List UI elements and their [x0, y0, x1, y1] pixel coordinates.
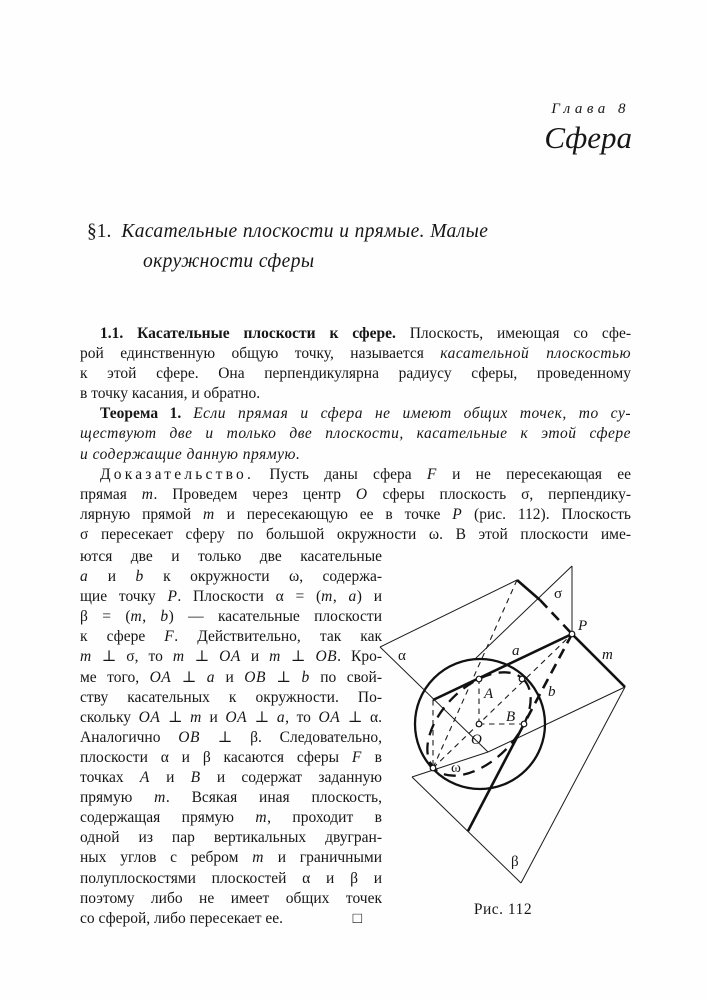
text-line	[80, 848, 382, 868]
text-segment: к сфере	[80, 628, 165, 646]
text-segment: , то	[285, 708, 319, 726]
text-segment: ме того,	[80, 668, 150, 686]
text-segment: ществуют две и только две плоскости, касательные к этой сфере	[80, 425, 631, 443]
text-segment: b	[301, 668, 310, 686]
text-line	[80, 384, 631, 404]
text-segment: прямая	[80, 485, 142, 503]
text-line	[80, 647, 382, 667]
text-segment: ются две и только две касательные	[80, 548, 382, 565]
text-segment: и содержащие данную прямую.	[80, 445, 301, 463]
text-segment: поэтому либо не имеет общих точек	[80, 889, 382, 907]
text-segment: B	[190, 769, 201, 787]
text-segment: в	[361, 748, 382, 766]
label-O: O	[471, 732, 482, 748]
text-segment: ству касательных к окружности. По-	[80, 688, 382, 706]
text-segment: ных углов с ребром	[80, 849, 253, 867]
text-line	[80, 828, 382, 848]
body-text-wide-column	[80, 324, 631, 545]
text-line	[80, 748, 382, 768]
label-A: A	[484, 686, 494, 702]
text-line	[80, 768, 382, 788]
text-segment: m	[190, 708, 202, 726]
figure-labels	[398, 586, 613, 870]
text-segment: m	[321, 588, 333, 606]
text-segment: m	[255, 809, 268, 827]
text-segment: ) — касательные плоскости	[168, 608, 382, 626]
label-a: a	[512, 643, 520, 659]
text-line	[80, 869, 382, 889]
text-segment: и	[215, 668, 245, 686]
text-segment: и	[201, 708, 226, 726]
text-line	[80, 668, 382, 688]
point-omega-far	[430, 765, 436, 771]
text-segment: OA	[149, 668, 172, 686]
text-line	[80, 445, 631, 465]
label-B: B	[506, 709, 516, 725]
text-segment: по свой-	[309, 668, 383, 686]
text-segment: ⊥	[171, 668, 207, 686]
text-segment: . Действительно, так как	[174, 628, 382, 646]
text-segment: P	[167, 588, 178, 606]
text-segment: 1.1. Касательные плоскости к сфере.	[100, 325, 396, 342]
text-segment: m	[80, 648, 92, 666]
text-segment: лярную прямой	[80, 505, 204, 523]
label-b: b	[548, 684, 556, 700]
text-line	[80, 324, 631, 344]
text-segment: рой единственную общую точку, называется	[80, 345, 441, 363]
text-segment: b	[160, 608, 169, 626]
text-segment: OB	[315, 648, 338, 666]
text-segment: ⊥	[160, 708, 191, 726]
text-line	[80, 505, 631, 525]
text-segment: ⊥ σ, то	[91, 648, 173, 666]
text-line	[80, 607, 382, 627]
text-segment: со сферой, либо пересекает ее.	[80, 909, 284, 927]
text-line	[80, 708, 382, 728]
text-line	[80, 688, 382, 708]
text-segment: F	[351, 748, 362, 766]
point-O	[476, 721, 482, 727]
text-segment: плоскости α и β касаются сферы	[80, 748, 352, 766]
text-line	[80, 547, 382, 567]
point-B	[521, 721, 527, 727]
section-number: §1.	[87, 221, 112, 242]
text-segment: . Кро-	[337, 648, 382, 666]
text-line	[80, 889, 382, 909]
text-segment: b	[135, 568, 144, 586]
label-P: P	[578, 618, 588, 634]
text-segment: m	[154, 789, 166, 807]
text-segment: содержащая прямую	[80, 809, 256, 827]
text-line	[80, 728, 382, 748]
label-beta: β	[511, 854, 519, 870]
label-m: m	[602, 647, 613, 663]
text-segment: m	[130, 608, 143, 626]
text-segment: m	[252, 849, 264, 867]
chapter-label: Глава 8	[551, 101, 630, 117]
text-segment: одной из пар вертикальных двугран-	[80, 829, 382, 847]
text-segment: ⊥ α.	[340, 708, 383, 726]
text-segment: Плоскость, имеющая со сфе-	[395, 325, 631, 342]
text-segment: касательной плоскостью	[440, 345, 632, 363]
text-segment: a	[348, 588, 357, 606]
text-segment: OB	[244, 668, 266, 686]
point-A	[476, 676, 482, 682]
text-segment: . Всякая иная плоскость,	[165, 789, 383, 807]
text-segment: ) и	[356, 588, 383, 606]
text-line	[80, 424, 631, 444]
section-heading-line2: окружности сферы	[143, 251, 315, 272]
figure-112	[372, 556, 672, 896]
text-segment: Теорема 1.	[100, 405, 182, 423]
text-segment: к этой сфере. Она перпендикулярна радиусу сферы, проведенному	[80, 365, 631, 383]
text-segment: и	[240, 648, 270, 666]
text-segment: прямую	[80, 789, 155, 807]
text-segment: в точку касания, и обратно.	[80, 385, 261, 403]
text-segment: m	[203, 505, 215, 523]
text-segment: ⊥	[280, 648, 316, 666]
body-text-narrow-column	[80, 547, 382, 929]
text-line	[80, 909, 382, 929]
text-line	[80, 465, 631, 485]
text-segment: ,	[332, 588, 349, 606]
text-line	[80, 485, 631, 505]
text-segment: OA	[225, 708, 248, 726]
section-title: Касательные плоскости и прямые. Малые	[121, 221, 489, 242]
text-segment: и не пересекающая ее	[436, 465, 631, 483]
point-P	[569, 631, 575, 637]
text-segment: F	[164, 628, 175, 646]
text-line	[80, 627, 382, 647]
chapter-title: Сфера	[544, 120, 632, 155]
text-segment: к окружности ω, содержа-	[143, 568, 382, 586]
text-segment: ⊥	[184, 648, 220, 666]
text-segment: Пусть даны сфера	[254, 465, 427, 483]
point-markers	[430, 631, 575, 771]
text-line	[80, 404, 631, 424]
section-heading-line1	[87, 221, 488, 243]
text-segment: , проходит в	[267, 809, 382, 827]
text-segment: и пересекающую ее в точке	[214, 505, 453, 523]
text-line	[80, 808, 382, 828]
text-line	[80, 788, 382, 808]
text-segment: и содержат заданную	[200, 769, 383, 787]
text-segment: скольку	[80, 708, 139, 726]
text-segment: OA	[219, 648, 241, 666]
text-segment: и	[88, 568, 136, 586]
text-line	[80, 525, 631, 545]
text-segment: и	[149, 769, 191, 787]
text-segment: ⊥	[247, 708, 277, 726]
text-segment: A	[139, 769, 150, 787]
text-segment: a	[206, 668, 216, 686]
text-segment: OB	[178, 728, 200, 746]
text-segment: щие точку	[80, 588, 168, 606]
text-segment: Доказательство.	[100, 465, 255, 483]
text-segment: β = (	[80, 608, 131, 626]
text-segment: точках	[80, 769, 140, 787]
text-segment: и граничными	[263, 849, 382, 867]
text-line	[80, 587, 382, 607]
text-line	[80, 344, 631, 364]
text-line	[80, 364, 631, 384]
text-segment: . Проведем через центр	[153, 485, 356, 503]
text-segment: (рис. 112). Плоскость	[462, 505, 631, 523]
text-line	[80, 567, 382, 587]
text-segment: F	[426, 465, 437, 483]
text-segment: ,	[142, 608, 161, 626]
text-segment: P	[452, 505, 463, 523]
text-segment: ⊥ β. Следовательно,	[199, 728, 383, 746]
text-segment: OA	[318, 708, 341, 726]
text-segment: a	[276, 708, 286, 726]
tangent-line-b	[468, 634, 572, 831]
text-segment: Если прямая и сфера не имеют общих точек, то су-	[181, 405, 631, 423]
text-segment: ⊥	[265, 668, 302, 686]
label-omega: ω	[451, 760, 461, 776]
label-sigma: σ	[554, 586, 563, 602]
text-segment: m	[141, 485, 154, 503]
text-segment: полуплоскостями плоскостей α и β и	[80, 869, 382, 887]
text-segment: . Плоскости α = (	[177, 588, 322, 606]
qed-square: □	[352, 909, 362, 927]
text-segment: m	[269, 648, 281, 666]
text-segment: a	[80, 568, 89, 586]
text-segment: m	[172, 648, 185, 666]
text-segment: O	[355, 485, 368, 503]
text-segment: Аналогично	[80, 728, 179, 746]
text-segment: OA	[138, 708, 161, 726]
text-segment: σ пересекает сферу по большой окружности ω. В этой плоскости име-	[80, 525, 631, 543]
figure-caption: Рис. 112	[473, 901, 533, 918]
text-segment: сферы плоскость σ, перпендику-	[367, 485, 631, 503]
point-omega-near	[519, 676, 525, 682]
label-alpha: α	[398, 648, 406, 664]
